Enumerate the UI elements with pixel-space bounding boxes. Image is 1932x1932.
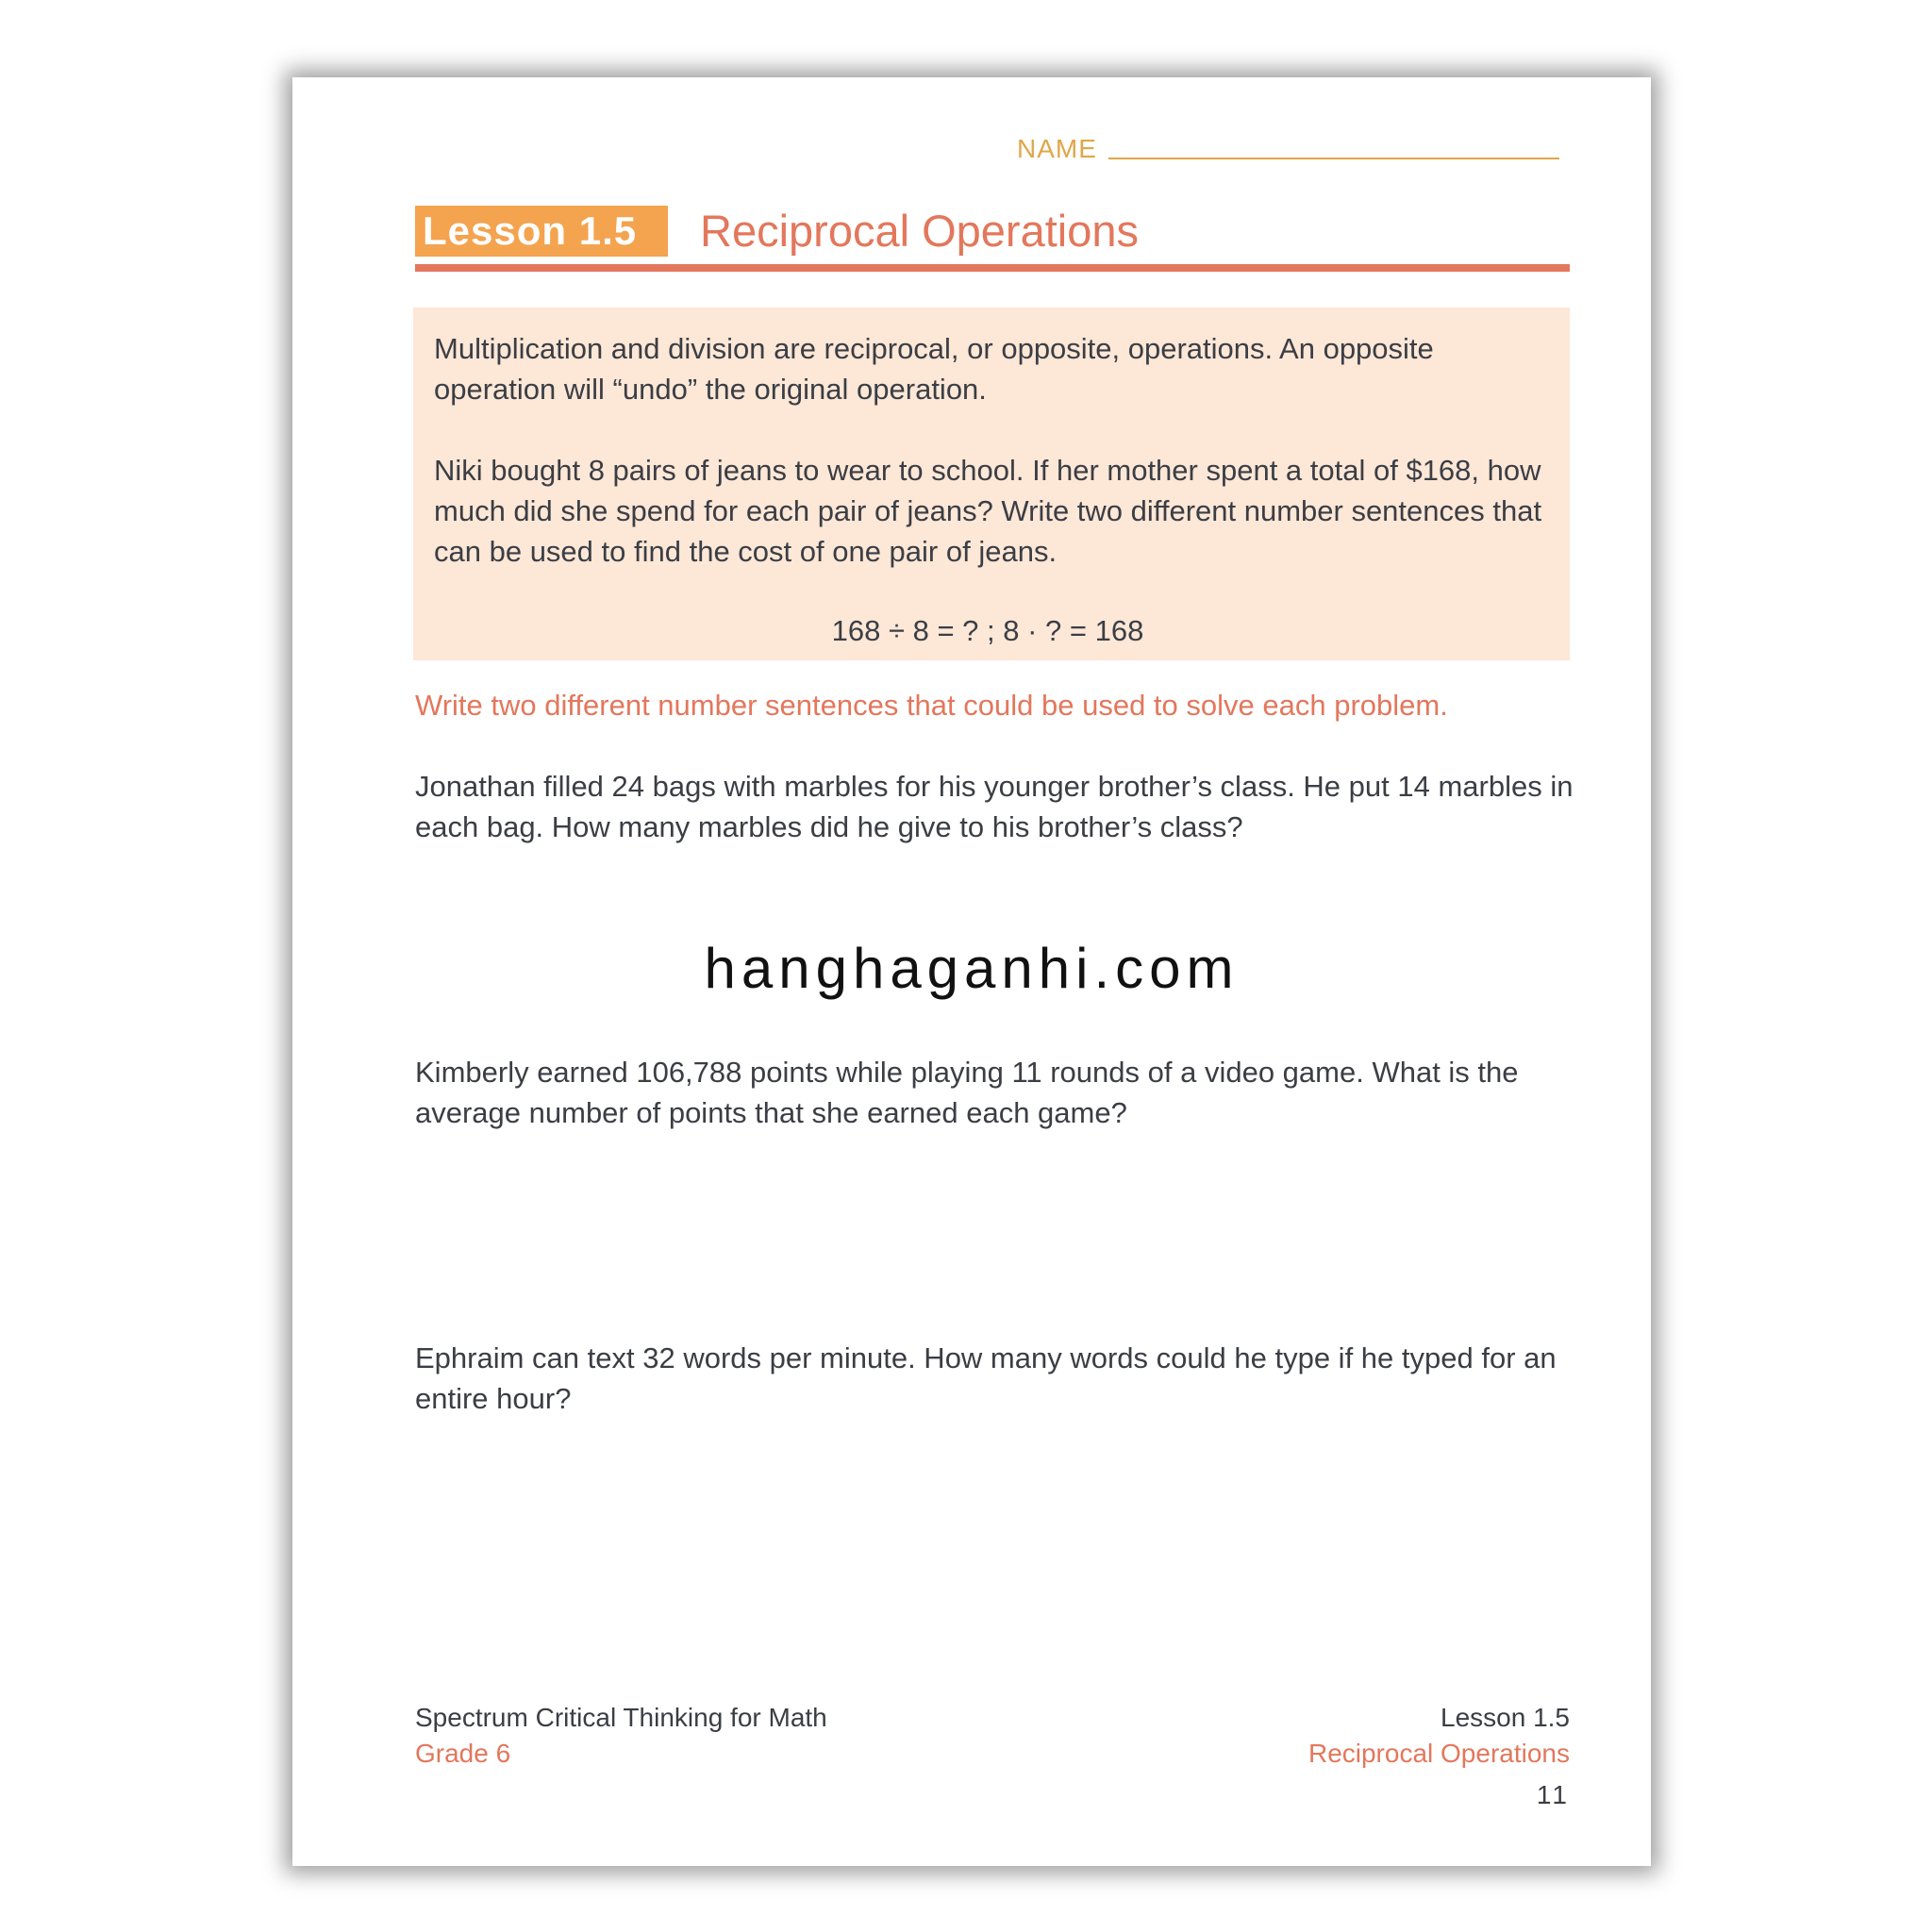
problem-jonathan: Jonathan filled 24 bags with marbles for his younger brother’s class. He put 14 marbles in each bag. How many marbles did he give to his brother’s class?: [415, 770, 1574, 843]
intro-paragraph-example: Niki bought 8 pairs of jeans to wear to school. If her mother spent a total of $168, how much did she spend for each pair of jeans? Write two different number sentences that can be used to find the cost of one pair of jeans.: [434, 454, 1542, 568]
footer-grade: Grade 6: [415, 1739, 511, 1768]
intro-paragraph-definition: Multiplication and division are reciprocal, or opposite, operations. An opposite operation will “undo” the original operation.: [434, 332, 1434, 406]
name-blank-line: [1108, 158, 1559, 159]
header-divider: [415, 264, 1570, 272]
name-label: NAME: [1017, 134, 1097, 163]
footer-book-title: Spectrum Critical Thinking for Math: [415, 1703, 827, 1732]
footer-lesson-title: Reciprocal Operations: [1307, 1739, 1570, 1768]
name-field-row: [1017, 134, 1559, 164]
footer-lesson: Lesson 1.5: [1441, 1703, 1570, 1732]
watermark-text: hanghaganhi.com: [704, 937, 1240, 1000]
instruction-text: Write two different number sentences that could be used to solve each problem.: [415, 689, 1448, 722]
footer-left: [415, 1700, 827, 1772]
problem-ephraim: Ephraim can text 32 words per minute. How many words could he type if he typed for an entire hour?: [415, 1341, 1557, 1415]
worksheet-page: [292, 77, 1651, 1866]
intro-box: [413, 308, 1570, 660]
problem-kimberly: Kimberly earned 106,788 points while playing 11 rounds of a video game. What is the average number of points that she earned each game?: [415, 1056, 1519, 1129]
lesson-badge: Lesson 1.5: [415, 206, 668, 257]
footer-right: [1308, 1700, 1570, 1813]
example-equation: 168 ÷ 8 = ? ; 8 · ? = 168: [831, 614, 1144, 647]
lesson-title: Reciprocal Operations: [700, 206, 1139, 256]
lesson-header: [415, 206, 1570, 268]
page-number: 11: [1536, 1780, 1570, 1809]
